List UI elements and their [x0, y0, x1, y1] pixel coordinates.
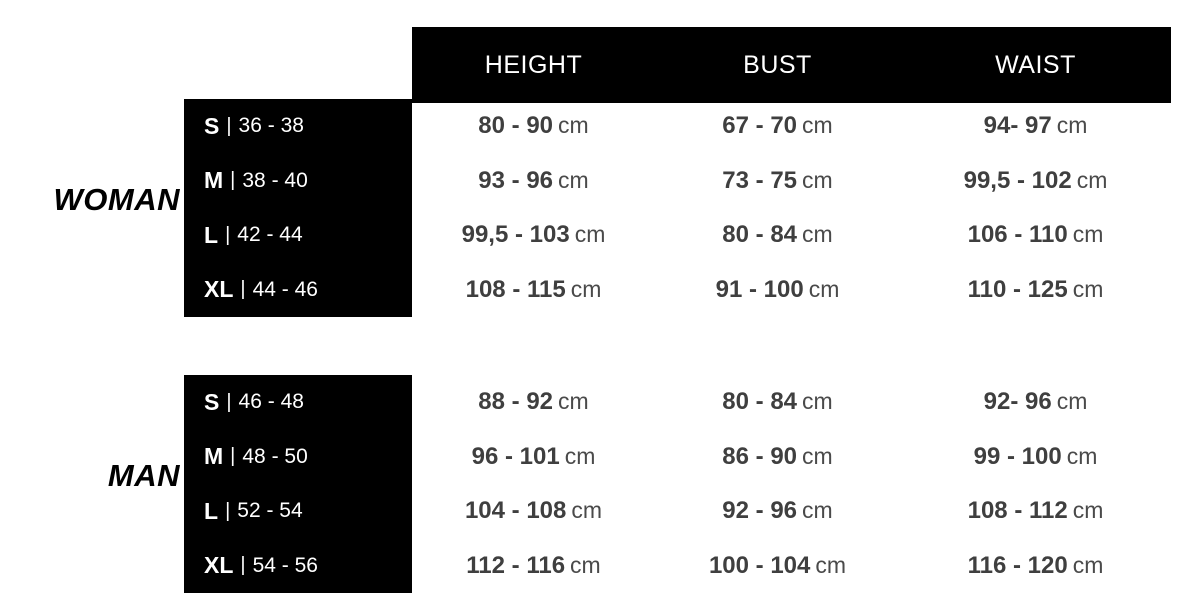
column-header-waist: WAIST: [995, 50, 1076, 79]
size-separator: |: [240, 278, 246, 301]
measurements-man: [412, 375, 1171, 593]
size-letter: S: [204, 388, 220, 415]
size-cell: [184, 430, 412, 485]
size-range: 52 - 54: [237, 499, 303, 523]
cell-bust: 73 - 75 cm: [722, 166, 833, 194]
cell-height: 112 - 116 cm: [466, 551, 601, 579]
cell-height: 108 - 115 cm: [465, 275, 602, 303]
size-cell: [184, 375, 412, 430]
cell-bust: 86 - 90 cm: [722, 442, 833, 470]
cell-height: 96 - 101 cm: [471, 442, 596, 470]
cell-bust: 80 - 84 cm: [722, 388, 833, 416]
group-label-man: MAN: [107, 458, 180, 493]
size-separator: |: [230, 445, 236, 468]
cell-bust: 91 - 100 cm: [715, 275, 840, 303]
cell-height: 80 - 90 cm: [478, 112, 589, 140]
table-row: [412, 154, 1171, 209]
size-range: 38 - 40: [242, 168, 308, 192]
size-separator: |: [226, 114, 232, 137]
table-row: [412, 208, 1171, 263]
size-range: 46 - 48: [238, 390, 304, 414]
size-column-woman: [184, 99, 412, 317]
table-header: [412, 27, 1171, 103]
table-row: [412, 263, 1171, 318]
size-cell: [184, 154, 412, 209]
size-separator: |: [225, 499, 231, 522]
size-letter: S: [204, 112, 220, 139]
size-letter: L: [204, 497, 219, 524]
cell-bust: 92 - 96 cm: [722, 497, 833, 525]
cell-height: 99,5 - 103 cm: [461, 221, 606, 249]
size-column-man: [184, 375, 412, 593]
size-cell: [184, 539, 412, 594]
cell-bust: 80 - 84 cm: [722, 221, 833, 249]
cell-waist: 106 - 110 cm: [967, 221, 1104, 249]
size-range: 36 - 38: [238, 114, 304, 138]
size-letter: XL: [204, 552, 234, 579]
size-range: 48 - 50: [242, 444, 308, 468]
group-label-woman: WOMAN: [53, 182, 180, 217]
size-separator: |: [226, 390, 232, 413]
size-cell: [184, 208, 412, 263]
cell-height: 93 - 96 cm: [478, 166, 589, 194]
table-row: [412, 430, 1171, 485]
size-cell: [184, 263, 412, 318]
column-header-height: HEIGHT: [484, 50, 583, 79]
cell-waist: 110 - 125 cm: [967, 275, 1104, 303]
cell-bust: 67 - 70 cm: [722, 112, 833, 140]
cell-waist: 99 - 100 cm: [973, 442, 1098, 470]
cell-waist: 94- 97 cm: [983, 112, 1088, 140]
cell-waist: 99,5 - 102 cm: [963, 166, 1108, 194]
size-separator: |: [225, 223, 231, 246]
size-range: 54 - 56: [252, 553, 318, 577]
size-range: 44 - 46: [252, 277, 318, 301]
table-row: [412, 99, 1171, 154]
size-letter: XL: [204, 276, 234, 303]
size-cell: [184, 484, 412, 539]
cell-waist: 108 - 112 cm: [967, 497, 1104, 525]
measurements-woman: [412, 99, 1171, 317]
cell-waist: 116 - 120 cm: [967, 551, 1104, 579]
size-letter: M: [204, 443, 224, 470]
table-row: [412, 375, 1171, 430]
size-separator: |: [240, 554, 246, 577]
size-letter: M: [204, 167, 224, 194]
size-range: 42 - 44: [237, 223, 303, 247]
size-cell: [184, 99, 412, 154]
table-row: [412, 484, 1171, 539]
table-row: [412, 539, 1171, 594]
size-separator: |: [230, 169, 236, 192]
cell-bust: 100 - 104 cm: [708, 551, 847, 579]
cell-waist: 92- 96 cm: [983, 388, 1088, 416]
column-header-bust: BUST: [743, 50, 812, 79]
cell-height: 104 - 108 cm: [464, 497, 603, 525]
size-letter: L: [204, 221, 219, 248]
cell-height: 88 - 92 cm: [478, 388, 589, 416]
